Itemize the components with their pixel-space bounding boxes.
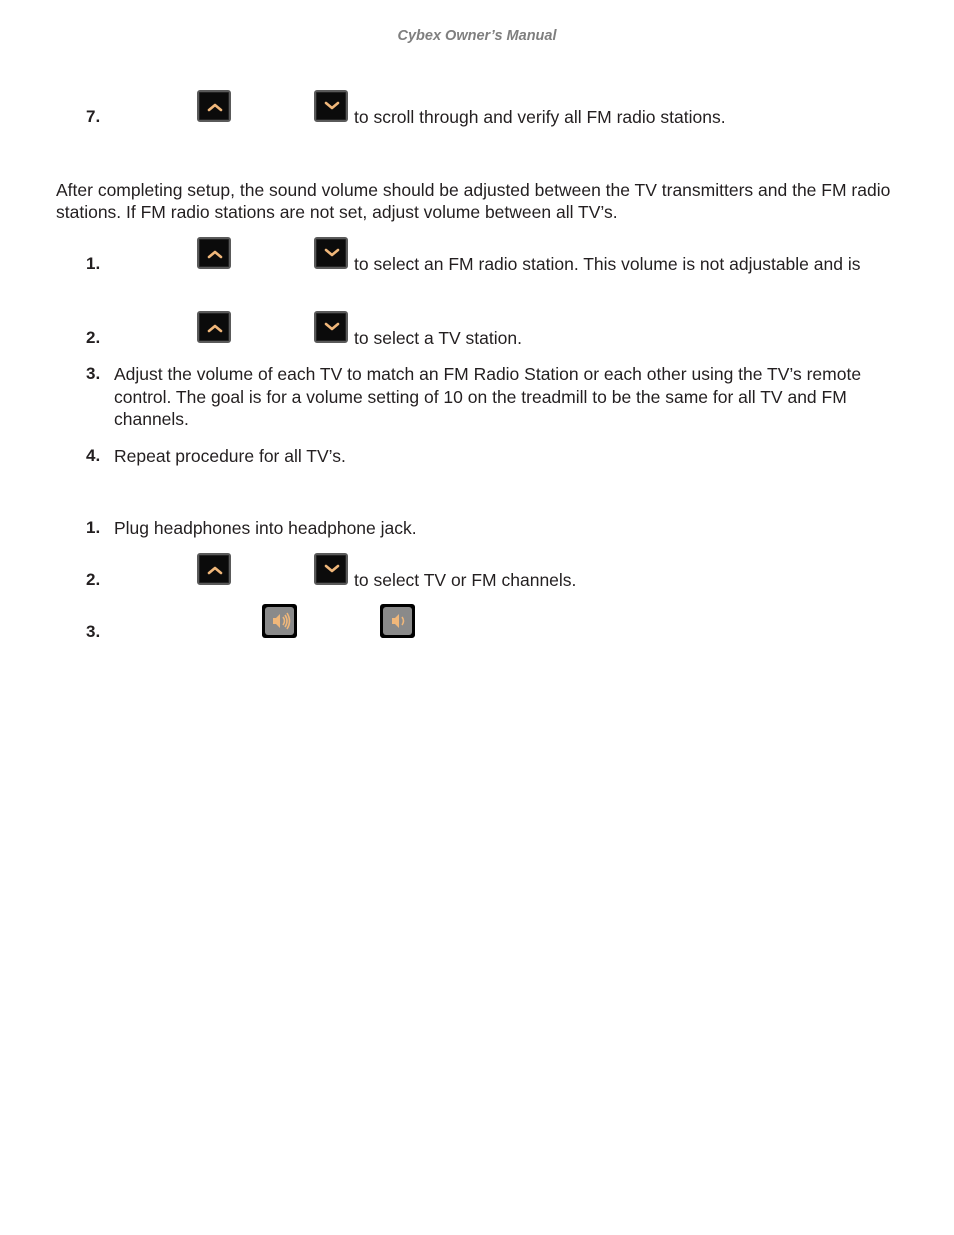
step-text: to select an FM radio station. This volume is not adjustable and is — [354, 254, 861, 274]
down-arrow-button — [314, 553, 348, 585]
step-number: 1. — [86, 518, 101, 537]
volume-up-icon — [262, 604, 297, 638]
step-number: 2. — [86, 328, 101, 347]
step-text: Repeat procedure for all TV’s. — [114, 446, 346, 466]
step-number: 4. — [86, 446, 101, 465]
volume-down-icon — [380, 604, 415, 638]
intro-paragraph: After completing setup, the sound volume should be adjusted between the TV transmitters and the FM radio stations. If FM radio stations are not set, adjust volume between all TV’s. — [56, 180, 891, 222]
chevron-up-icon — [199, 555, 233, 587]
up-arrow-button — [197, 553, 231, 585]
down-arrow-button — [314, 90, 348, 122]
step-number: 3. — [86, 622, 101, 641]
step-text: Plug headphones into headphone jack. — [114, 518, 417, 538]
chevron-up-icon — [199, 239, 233, 271]
step-text: to scroll through and verify all FM radio stations. — [354, 107, 726, 127]
step-number: 3. — [86, 364, 101, 383]
volume-up-button — [262, 604, 297, 638]
page-header: Cybex Owner’s Manual — [397, 28, 557, 44]
step-text: to select TV or FM channels. — [354, 570, 577, 590]
step-number: 1. — [86, 254, 101, 273]
chevron-down-icon — [316, 555, 350, 587]
step-number: 2. — [86, 570, 101, 589]
step-text: Adjust the volume of each TV to match an FM Radio Station or each other using the TV’s remote control. The goal is for a volume setting of 10 on the treadmill to be the same for all TV and FM channels. — [114, 364, 862, 429]
up-arrow-button — [197, 311, 231, 343]
down-arrow-button — [314, 311, 348, 343]
chevron-up-icon — [199, 313, 233, 345]
volume-down-button — [380, 604, 415, 638]
up-arrow-button — [197, 237, 231, 269]
chevron-down-icon — [316, 92, 350, 124]
down-arrow-button — [314, 237, 348, 269]
chevron-up-icon — [199, 92, 233, 124]
chevron-down-icon — [316, 239, 350, 271]
step-text: to select a TV station. — [354, 328, 522, 348]
step-number: 7. — [86, 107, 101, 126]
up-arrow-button — [197, 90, 231, 122]
chevron-down-icon — [316, 313, 350, 345]
